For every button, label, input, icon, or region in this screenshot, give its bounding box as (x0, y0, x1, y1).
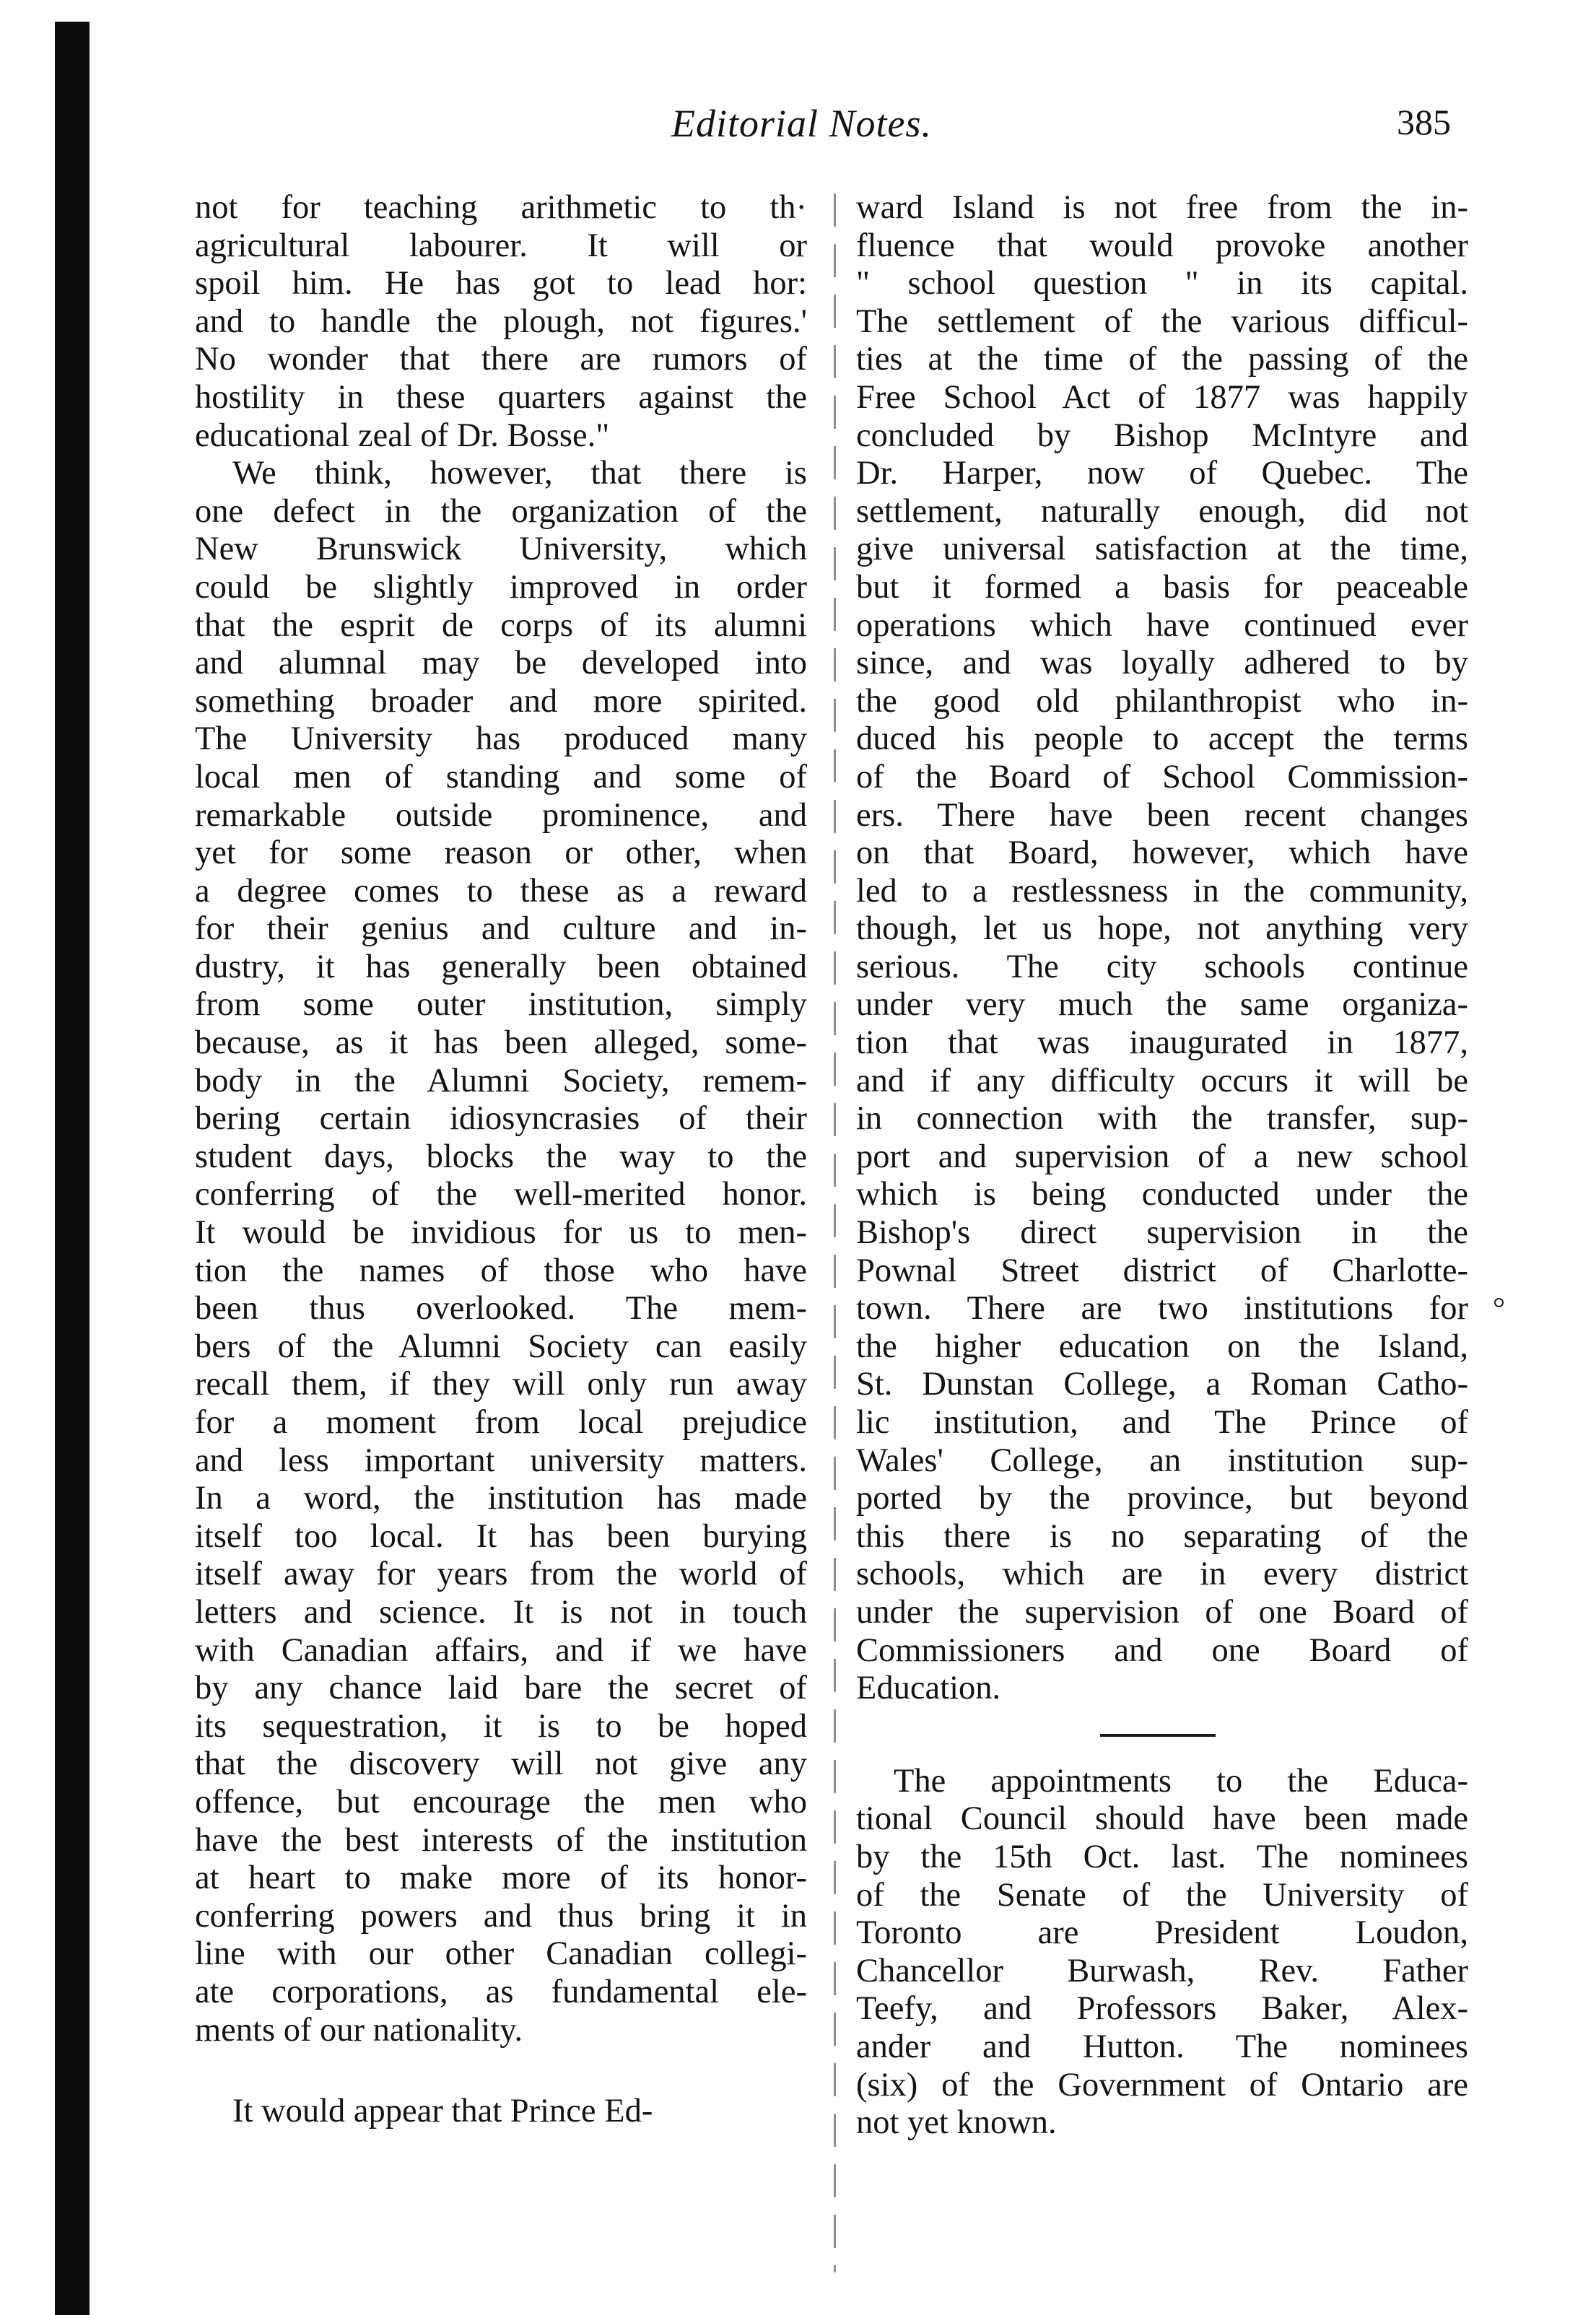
text-line: conferring powers and thus bring it in (195, 1897, 807, 1935)
text-line: bering certain idiosyncrasies of their (195, 1100, 807, 1138)
text-line: in connection with the transfer, sup- (856, 1100, 1468, 1138)
text-line: under very much the same organiza- (856, 986, 1468, 1024)
text-line: schools, which are in every district (856, 1556, 1468, 1593)
text-line: settlement, naturally enough, did not (856, 492, 1468, 530)
text-line: yet for some reason or other, when (195, 834, 807, 872)
text-line: because, as it has been alleged, some- (195, 1024, 807, 1062)
text-line: port and supervision of a new school (856, 1138, 1468, 1175)
text-line: a degree comes to these as a reward (195, 872, 807, 910)
text-line: No wonder that there are rumors of (195, 341, 807, 378)
text-line: student days, blocks the way to the (195, 1138, 807, 1175)
text-line: on that Board, however, which have (856, 834, 1468, 872)
text-line: itself away for years from the world of (195, 1556, 807, 1593)
text-line: concluded by Bishop McIntyre and (856, 417, 1468, 454)
text-line: letters and science. It is not in touch (195, 1593, 807, 1631)
text-line: itself too local. It has been burying (195, 1517, 807, 1555)
text-line: one defect in the organization of the (195, 492, 807, 530)
text-line: could be slightly improved in order (195, 568, 807, 606)
text-line: St. Dunstan College, a Roman Catho- (856, 1366, 1468, 1403)
page-header (671, 101, 1451, 159)
text-line: that the esprit de corps of its alumni (195, 606, 807, 644)
paragraph (856, 1763, 1468, 2142)
running-head: Editorial Notes. (671, 102, 933, 145)
text-line: led to a restlessness in the community, (856, 872, 1468, 910)
text-line: lic institution, and The Prince of (856, 1404, 1468, 1441)
text-line: remarkable outside prominence, and (195, 796, 807, 834)
text-line: have the best interests of the institution (195, 1821, 807, 1859)
column-divider (834, 193, 836, 2272)
text-line: and less important university matters. (195, 1442, 807, 1479)
text-line: ported by the province, but beyond (856, 1480, 1468, 1517)
text-line: duced his people to accept the terms (856, 720, 1468, 758)
text-line: The University has produced many (195, 720, 807, 758)
text-line: hostility in these quarters against the (195, 378, 807, 416)
text-line: Dr. Harper, now of Quebec. The (856, 455, 1468, 492)
text-line: body in the Alumni Society, remem- (195, 1062, 807, 1099)
left-column (195, 189, 807, 2131)
text-line: educational zeal of Dr. Bosse." (195, 417, 610, 454)
text-line: not yet known. (856, 2104, 1057, 2142)
binding-edge (55, 22, 90, 2315)
text-line: tion the names of those who have (195, 1252, 807, 1289)
text-line: and if any difficulty occurs it will be (856, 1062, 1468, 1099)
text-line: its sequestration, it is to be hoped (195, 1707, 807, 1745)
text-line: offence, but encourage the men who (195, 1783, 807, 1821)
text-line: fluence that would provoke another (856, 227, 1468, 264)
paragraph (856, 189, 1468, 1708)
text-line: bers of the Alumni Society can easily (195, 1327, 807, 1365)
text-line: In a word, the institution has made (195, 1480, 807, 1517)
text-line: with Canadian affairs, and if we have (195, 1631, 807, 1669)
text-line: something broader and more spirited. (195, 682, 807, 720)
text-line: dustry, it has generally been obtained (195, 948, 807, 985)
right-column (856, 189, 1468, 2142)
text-line: ties at the time of the passing of the (856, 341, 1468, 378)
text-line: Free School Act of 1877 was happily (856, 378, 1468, 416)
text-line: Commissioners and one Board of (856, 1631, 1468, 1669)
text-line: operations which have continued ever (856, 606, 1468, 644)
text-line: this there is no separating of the (856, 1517, 1468, 1555)
text-line: It would appear that Prince Ed- (232, 2093, 653, 2130)
text-line: New Brunswick University, which (195, 531, 807, 568)
text-line: agricultural labourer. It will or (195, 227, 807, 264)
text-line: Teefy, and Professors Baker, Alex- (856, 1990, 1468, 2028)
text-line: for a moment from local prejudice (195, 1404, 807, 1441)
text-line: The settlement of the various difficul- (856, 302, 1468, 340)
page-number: 385 (1397, 102, 1451, 142)
text-line: since, and was loyally adhered to by (856, 645, 1468, 682)
text-line: line with our other Canadian collegi- (195, 1935, 807, 1973)
text-line: conferring of the well-merited honor. (195, 1176, 807, 1213)
text-line: Pownal Street district of Charlotte- (856, 1252, 1468, 1289)
text-line: It would be invidious for us to men- (195, 1214, 807, 1252)
text-line: which is being conducted under the (856, 1176, 1468, 1213)
text-line: Toronto are President Loudon, (856, 1914, 1468, 1952)
text-line: recall them, if they will only run away (195, 1366, 807, 1403)
text-line: not for teaching arithmetic to th· (195, 189, 807, 226)
text-line: been thus overlooked. The mem- (195, 1290, 807, 1327)
paragraph (195, 455, 807, 2049)
text-line: The appointments to the Educa- (894, 1762, 1468, 1800)
text-line: of the Board of School Commission- (856, 758, 1468, 795)
margin-mark (1494, 1298, 1504, 1307)
text-line: tion that was inaugurated in 1877, (856, 1024, 1468, 1062)
text-line: for their genius and culture and in- (195, 910, 807, 948)
text-line: spoil him. He has got to lead hor: (195, 265, 807, 302)
text-line: the good old philanthropist who in- (856, 682, 1468, 720)
text-line: ate corporations, as fundamental ele- (195, 1973, 807, 2010)
text-line: under the supervision of one Board of (856, 1593, 1468, 1631)
text-line: and to handle the plough, not figures.' (195, 302, 807, 340)
text-line: ander and Hutton. The nominees (856, 2028, 1468, 2065)
text-line: (six) of the Government of Ontario are (856, 2066, 1468, 2103)
text-line: town. There are two institutions for (856, 1290, 1468, 1327)
text-line: by the 15th Oct. last. The nominees (856, 1838, 1468, 1875)
section-rule (1100, 1734, 1216, 1737)
text-line: of the Senate of the University of (856, 1876, 1468, 1914)
text-line: give universal satisfaction at the time, (856, 531, 1468, 568)
text-line: at heart to make more of its honor- (195, 1860, 807, 1897)
paragraph (195, 2093, 807, 2131)
text-line: Wales' College, an institution sup- (856, 1442, 1468, 1479)
text-line: Chancellor Burwash, Rev. Father (856, 1952, 1468, 1989)
text-line: the higher education on the Island, (856, 1327, 1468, 1365)
paragraph (195, 189, 807, 455)
text-line: Bishop's direct supervision in the (856, 1214, 1468, 1252)
text-line: We think, however, that there is (232, 455, 807, 492)
text-line: that the discovery will not give any (195, 1745, 807, 1783)
text-line: " school question " in its capital. (856, 265, 1468, 302)
text-line: though, let us hope, not anything very (856, 910, 1468, 948)
text-line: ers. There have been recent changes (856, 796, 1468, 834)
text-line: and alumnal may be developed into (195, 645, 807, 682)
text-line: but it formed a basis for peaceable (856, 568, 1468, 606)
text-line: ward Island is not free from the in- (856, 189, 1468, 226)
text-line: by any chance laid bare the secret of (195, 1670, 807, 1707)
text-line: Education. (856, 1670, 1001, 1707)
text-line: serious. The city schools continue (856, 948, 1468, 985)
text-line: local men of standing and some of (195, 758, 807, 795)
text-line: tional Council should have been made (856, 1800, 1468, 1838)
text-line: ments of our nationality. (195, 2011, 523, 2049)
text-line: from some outer institution, simply (195, 986, 807, 1024)
